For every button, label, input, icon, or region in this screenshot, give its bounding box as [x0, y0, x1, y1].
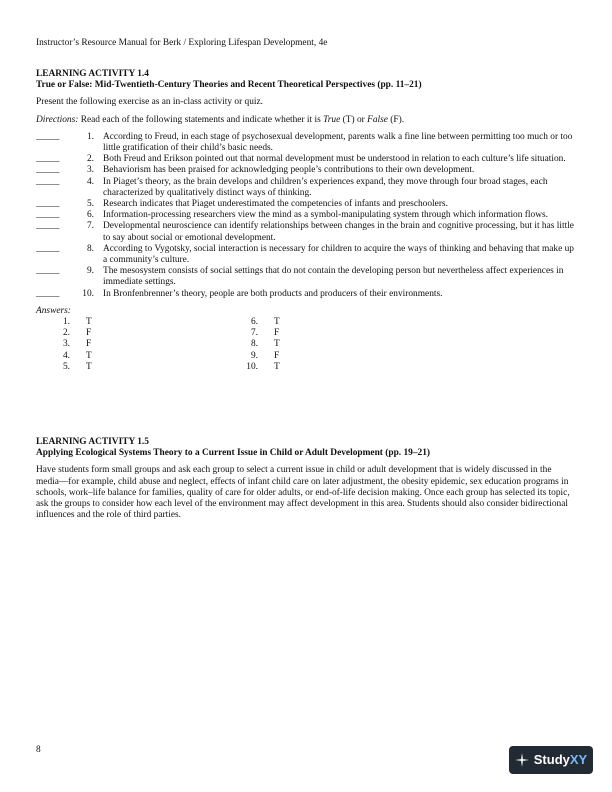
- list-item: [36, 165, 576, 176]
- answer-blank: _____: [36, 221, 60, 232]
- activity-title: Applying Ecological Systems Theory to a Current Issue in Child or Adult Development (pp. 19–21): [36, 448, 431, 459]
- answer-row: [36, 317, 92, 328]
- list-item: [36, 289, 576, 300]
- item-number: 2.: [86, 154, 94, 165]
- item-text: Research indicates that Piaget underestimated the competencies of infants and preschoolers.: [103, 199, 448, 210]
- answer-value: T: [86, 361, 92, 372]
- answer-blank: _____: [36, 210, 60, 221]
- list-item: [36, 177, 576, 199]
- answer-value: F: [86, 328, 92, 339]
- answer-number: 1.: [62, 317, 70, 328]
- item-number: 8.: [86, 243, 94, 254]
- answer-number: 8.: [250, 339, 258, 350]
- logo-study: Study: [533, 752, 570, 768]
- answer-blank: _____: [36, 266, 60, 277]
- answer-number: 2.: [62, 328, 70, 339]
- answer-value: T: [86, 350, 92, 361]
- activity-heading: LEARNING ACTIVITY 1.4: [36, 69, 149, 79]
- item-text: In Bronfenbrenner’s theory, people are both products and producers of their environments.: [103, 288, 443, 299]
- answer-value: T: [274, 361, 280, 372]
- list-item: [36, 244, 576, 266]
- item-number: 10.: [82, 288, 94, 299]
- list-item: [36, 266, 576, 288]
- answer-row: [36, 351, 92, 362]
- logo-xy: XY: [569, 752, 588, 768]
- list-item: [36, 210, 576, 221]
- item-text: In Piaget’s theory, as the brain develops and children’s experiences expand, they move through four broad stages, each characterized by qualitatively distinct ways of thinking.: [103, 176, 548, 198]
- item-number: 6.: [86, 210, 94, 221]
- answer-number: 6.: [250, 317, 258, 328]
- list-item: [36, 221, 576, 243]
- plus-sparkle-icon: [515, 753, 529, 767]
- answers-right-column: [224, 317, 280, 373]
- answer-blank: _____: [36, 154, 60, 165]
- answer-value: T: [274, 339, 280, 350]
- page-number: 8: [36, 745, 41, 755]
- activity-body: Have students form small groups and ask each group to select a current issue in child or adult development that is widely discussed in the media—for example, child abuse and neglect, effects of infant child care on later adjustment, the obesity epidemic, sex education programs in schools, work–life balance for families, quality of care for older adults, or end-of-life decision making. Once each group has selected its topic, ask the groups to consider how each level of the environment may affect development in this area. Students should also consider bidirectional influences and the role of third parties.: [36, 465, 570, 521]
- studyxy-logo: [509, 746, 593, 774]
- answer-key: [36, 317, 576, 379]
- answer-blank: _____: [36, 288, 60, 299]
- answer-row: [224, 339, 280, 350]
- activity-1-5: [36, 437, 576, 521]
- answer-number: 10.: [246, 361, 258, 372]
- item-number: 9.: [86, 266, 94, 277]
- list-item: [36, 132, 576, 154]
- item-text: Developmental neuroscience can identify relationships between changes in the brain and cognitive processing, but it has little to say about social or emotional development.: [103, 221, 574, 243]
- true-false-list: [36, 132, 576, 300]
- activity-1-4: [36, 69, 576, 379]
- item-text: The mesosystem consists of social settings that do not contain the developing person but nevertheless affect experiences in immediate settings.: [103, 266, 564, 288]
- running-header: Instructor’s Resource Manual for Berk / Exploring Lifespan Development, 4e: [36, 38, 328, 48]
- answer-blank: _____: [36, 165, 60, 176]
- list-item: [36, 154, 576, 165]
- answers-left-column: [36, 317, 92, 373]
- item-text: Behaviorism has been praised for acknowledging people’s contributions to their own development.: [103, 165, 475, 176]
- item-number: 5.: [86, 199, 94, 210]
- answer-blank: _____: [36, 199, 60, 210]
- answer-value: F: [274, 328, 280, 339]
- directions-label: Directions:: [36, 114, 79, 125]
- item-text: Both Freud and Erikson pointed out that normal development must be understood in relation to each culture’s life situation.: [103, 154, 566, 165]
- answer-row: [36, 328, 92, 339]
- answer-blank: _____: [36, 131, 60, 142]
- activity-intro: Present the following exercise as an in-class activity or quiz.: [36, 97, 264, 108]
- item-text: According to Freud, in each stage of psychosexual development, parents walk a fine line between permitting too much or too little gratification of their child’s basic needs.: [103, 131, 573, 154]
- answer-number: 4.: [62, 350, 70, 361]
- answer-number: 5.: [62, 361, 70, 372]
- answer-value: T: [86, 317, 92, 328]
- item-text: According to Vygotsky, social interaction is necessary for children to acquire the ways of thinking and behaving that make up a community’s culture.: [103, 243, 574, 266]
- answer-row: [224, 328, 280, 339]
- directions: Directions: Read each of the following statements and indicate whether it is True (T) or False (F).: [36, 114, 405, 125]
- answer-number: 3.: [62, 339, 70, 350]
- item-number: 1.: [86, 131, 94, 142]
- answer-value: F: [274, 350, 280, 361]
- item-number: 4.: [86, 176, 94, 187]
- answer-number: 9.: [250, 350, 258, 361]
- answer-blank: _____: [36, 243, 60, 254]
- answer-value: T: [274, 317, 280, 328]
- activity-heading: LEARNING ACTIVITY 1.5: [36, 437, 149, 447]
- answer-value: F: [86, 339, 92, 350]
- answer-row: [36, 362, 92, 373]
- list-item: [36, 199, 576, 210]
- answer-row: [224, 317, 280, 328]
- answers-label: Answers:: [36, 305, 71, 316]
- item-number: 7.: [86, 221, 94, 232]
- answer-row: [224, 362, 280, 373]
- answer-number: 7.: [250, 328, 258, 339]
- item-number: 3.: [86, 165, 94, 176]
- item-text: Information-processing researchers view the mind as a symbol-manipulating system through which information flows.: [103, 210, 548, 221]
- answer-blank: _____: [36, 176, 60, 187]
- activity-title: True or False: Mid-Twentieth-Century Theories and Recent Theoretical Perspectives (pp. 11–21): [36, 80, 422, 91]
- answer-row: [36, 339, 92, 350]
- answer-row: [224, 351, 280, 362]
